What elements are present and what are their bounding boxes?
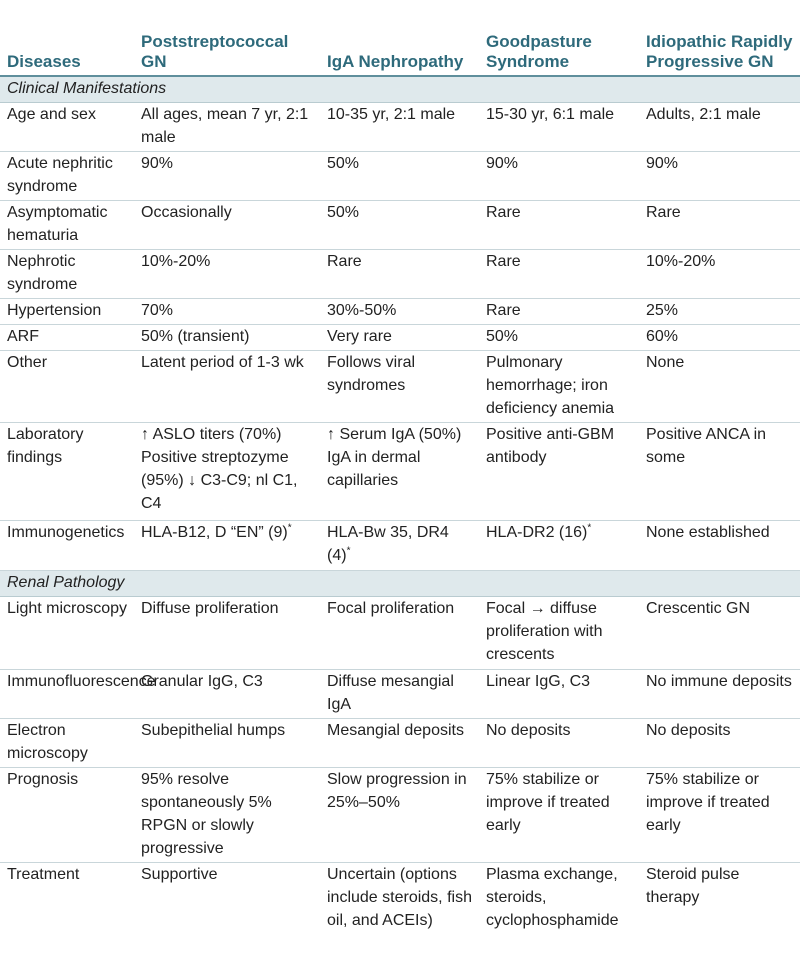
cell-goodpasture: 90% (479, 151, 639, 200)
header-poststreptococcal: Poststreptococcal GN (134, 0, 320, 76)
header-diseases: Diseases (0, 0, 134, 76)
table-row (0, 151, 800, 200)
cell-goodpasture: Rare (479, 298, 639, 324)
cell-poststreptococcal: 90% (134, 151, 320, 200)
cell-idiopathic: No immune deposits (639, 669, 800, 718)
cell-goodpasture: Plasma exchange, steroids, cyclophosphamide (486, 865, 619, 929)
cell-idiopathic: Rare (639, 200, 800, 249)
cell-poststreptococcal: Latent period of 1-3 wk (134, 350, 320, 422)
cell-iga: 30%-50% (320, 298, 479, 324)
cell-text: HLA-DR2 (16) (486, 523, 588, 541)
footnote-marker: * (587, 522, 592, 534)
cell-iga: Diffuse mesangial IgA (320, 669, 479, 718)
cell-poststreptococcal: Supportive (141, 865, 218, 883)
table-row (0, 718, 800, 767)
table-row (0, 669, 800, 718)
cell-goodpasture (479, 520, 639, 570)
cell-idiopathic: Positive ANCA in some (639, 422, 800, 520)
row-label: Hypertension (0, 298, 134, 324)
table-row (0, 862, 800, 936)
row-label: Acute nephritic syndrome (0, 151, 134, 200)
row-label: ARF (0, 324, 134, 350)
cell-idiopathic: Steroid pulse therapy (646, 865, 740, 906)
row-label: Prognosis (0, 767, 134, 862)
cell-iga: Very rare (320, 324, 479, 350)
cell-iga (320, 520, 479, 570)
cell-goodpasture: Positive anti-GBM antibody (479, 422, 639, 520)
cell-idiopathic: None (639, 350, 800, 422)
cell-poststreptococcal: ↑ ASLO titers (70%) Positive streptozyme (95%) ↓ C3-C9; nl C1, C4 (134, 422, 320, 520)
cell-goodpasture: Focal → diffuse proliferation with crescents (479, 596, 639, 669)
cell-goodpasture: 15-30 yr, 6:1 male (479, 102, 639, 151)
table-row (0, 422, 800, 520)
header-goodpasture: Goodpasture Syndrome (479, 0, 639, 76)
cell-goodpasture: No deposits (479, 718, 639, 767)
cell-iga: 10-35 yr, 2:1 male (320, 102, 479, 151)
row-label: Treatment (7, 865, 80, 883)
cell-text: HLA-B12, D “EN” (9) (141, 523, 288, 541)
cell-idiopathic: None established (639, 520, 800, 570)
cell-idiopathic: No deposits (639, 718, 800, 767)
cell-poststreptococcal: 10%-20% (134, 249, 320, 298)
row-label: Laboratory findings (0, 422, 134, 520)
row-label: Age and sex (0, 102, 134, 151)
footnote-marker: * (287, 522, 292, 534)
table-row (0, 350, 800, 422)
section-row (0, 570, 800, 596)
cell-idiopathic: 75% stabilize or improve if treated early (639, 767, 800, 862)
cell-idiopathic: 10%-20% (639, 249, 800, 298)
cell-idiopathic: Crescentic GN (639, 596, 800, 669)
cell-poststreptococcal: Granular IgG, C3 (134, 669, 320, 718)
cell-poststreptococcal: 95% resolve spontaneously 5% RPGN or slowly progressive (134, 767, 320, 862)
cell-iga: Rare (320, 249, 479, 298)
row-label: Immunogenetics (0, 520, 134, 570)
cell-iga: ↑ Serum IgA (50%) IgA in dermal capillaries (320, 422, 479, 520)
section-row (0, 76, 800, 102)
cell-goodpasture: 75% stabilize or improve if treated early (479, 767, 639, 862)
header-row (0, 0, 800, 76)
cell-idiopathic: Adults, 2:1 male (639, 102, 800, 151)
row-label: Immunofluorescence (0, 669, 134, 718)
cell-iga: 50% (320, 200, 479, 249)
cell-goodpasture: 50% (479, 324, 639, 350)
table-row (0, 200, 800, 249)
cell-idiopathic: 60% (639, 324, 800, 350)
cell-text: HLA-Bw 35, DR4 (4) (327, 523, 449, 564)
table-row (0, 767, 800, 862)
table-row (0, 324, 800, 350)
cell-goodpasture: Rare (479, 200, 639, 249)
table-row (0, 102, 800, 151)
row-label: Light microscopy (0, 596, 134, 669)
cell-iga: Focal proliferation (320, 596, 479, 669)
table-row (0, 596, 800, 669)
cell-iga: Mesangial deposits (320, 718, 479, 767)
cell-idiopathic: 25% (639, 298, 800, 324)
section-clinical-manifestations: Clinical Manifestations (0, 76, 800, 102)
cell-poststreptococcal: Occasionally (134, 200, 320, 249)
footnote-marker: * (346, 545, 351, 557)
cell-poststreptococcal (134, 520, 320, 570)
header-iga: IgA Nephropathy (320, 0, 479, 76)
cell-poststreptococcal: 70% (134, 298, 320, 324)
cell-iga: Slow progression in 25%–50% (320, 767, 479, 862)
section-renal-pathology: Renal Pathology (0, 570, 800, 596)
table-row (0, 298, 800, 324)
cell-iga: 50% (320, 151, 479, 200)
cell-poststreptococcal: All ages, mean 7 yr, 2:1 male (134, 102, 320, 151)
cell-goodpasture: Linear IgG, C3 (479, 669, 639, 718)
table-row (0, 520, 800, 570)
row-label: Other (0, 350, 134, 422)
header-idiopathic: Idiopathic Rapidly Progressive GN (639, 0, 800, 76)
cell-poststreptococcal: Diffuse proliferation (134, 596, 320, 669)
row-label: Electron microscopy (0, 718, 134, 767)
table-row (0, 249, 800, 298)
cell-poststreptococcal: 50% (transient) (134, 324, 320, 350)
cell-iga: Uncertain (options include steroids, fish oil, and ACEIs) (327, 865, 472, 929)
cell-idiopathic: 90% (639, 151, 800, 200)
row-label: Nephrotic syndrome (0, 249, 134, 298)
cell-iga: Follows viral syndromes (320, 350, 479, 422)
cell-goodpasture: Rare (479, 249, 639, 298)
cell-poststreptococcal: Subepithelial humps (134, 718, 320, 767)
row-label: Asymptomatic hematuria (0, 200, 134, 249)
cell-goodpasture: Pulmonary hemorrhage; iron deficiency anemia (479, 350, 639, 422)
